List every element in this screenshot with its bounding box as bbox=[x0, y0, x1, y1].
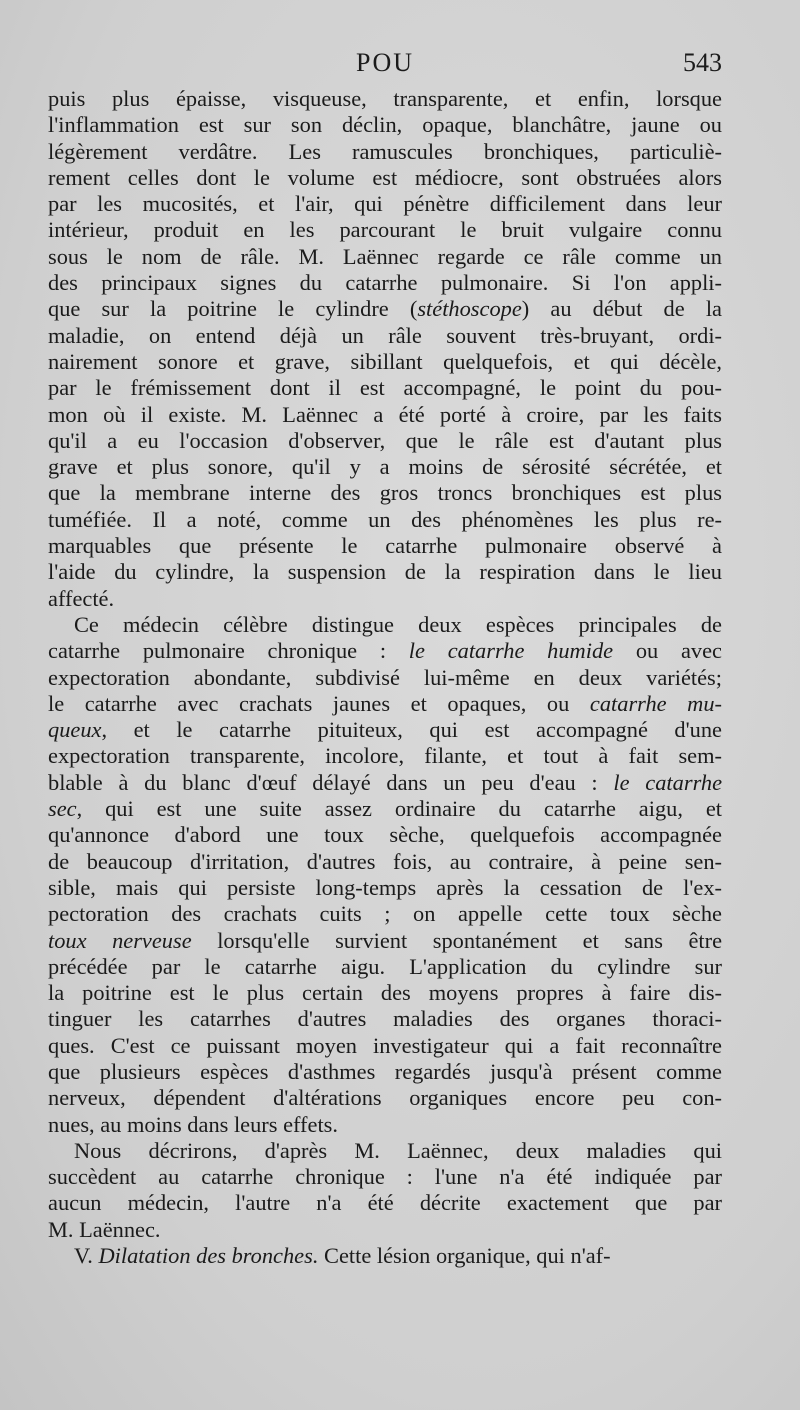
text-line bbox=[48, 244, 722, 270]
text-run: la poitrine est le plus certain des moyens propres à faire dis- bbox=[48, 980, 722, 1006]
text-line bbox=[48, 533, 722, 559]
text-run: l'inflammation est sur son déclin, opaque, blanchâtre, jaune ou bbox=[48, 112, 722, 138]
text-line bbox=[48, 638, 722, 664]
text-run: rement celles dont le volume est médiocre, sont obstruées alors bbox=[48, 164, 722, 190]
text-run: que sur la poitrine le cylindre ( bbox=[48, 296, 418, 322]
text-run: ques. C'est ce puissant moyen investigateur qui a fait reconnaître bbox=[48, 1032, 722, 1058]
italic-text: catarrhe mu- bbox=[589, 690, 723, 716]
running-head: POU bbox=[355, 48, 414, 77]
text-run: V. bbox=[74, 1243, 99, 1269]
text-run: tinguer les catarrhes d'autres maladies des organes thoraci- bbox=[48, 1006, 722, 1032]
text-line bbox=[48, 665, 722, 691]
text-line bbox=[48, 928, 722, 954]
text-line bbox=[48, 1217, 722, 1243]
text-line bbox=[48, 691, 722, 717]
text-run: mon où il existe. M. Laënnec a été porté à croire, par les faits bbox=[48, 401, 722, 427]
paragraph bbox=[48, 86, 722, 612]
text-line bbox=[48, 270, 722, 296]
text-line bbox=[48, 980, 722, 1006]
text-run: , et le catarrhe pituiteux, qui est accompagné d'une bbox=[101, 717, 722, 743]
text-line bbox=[48, 402, 722, 428]
text-run: tuméfiée. Il a noté, comme un des phénomènes les plus re- bbox=[48, 506, 722, 532]
text-run: que plusieurs espèces d'asthmes regardés jusqu'à présent comme bbox=[48, 1058, 722, 1084]
text-line bbox=[48, 717, 722, 743]
text-line bbox=[48, 743, 722, 769]
text-run: légèrement verdâtre. Les ramuscules bronchiques, particuliè- bbox=[48, 138, 722, 164]
text-run: , qui est une suite assez ordinaire du catarrhe aigu, et bbox=[76, 796, 722, 822]
text-run: l'aide du cylindre, la suspension de la respiration dans le lieu bbox=[48, 559, 722, 585]
text-line bbox=[48, 1243, 722, 1269]
text-line bbox=[48, 1164, 722, 1190]
text-line bbox=[48, 586, 722, 612]
text-line bbox=[48, 1085, 722, 1111]
text-line bbox=[48, 1190, 722, 1216]
text-line bbox=[48, 796, 722, 822]
text-line bbox=[48, 559, 722, 585]
text-run: M. Laënnec. bbox=[48, 1216, 161, 1242]
text-run: ou avec bbox=[613, 638, 722, 664]
text-run: nairement sonore et grave, sibillant quelquefois, et qui décèle, bbox=[48, 348, 722, 374]
text-run: sous le nom de râle. M. Laënnec regarde ce râle comme un bbox=[48, 243, 722, 269]
text-run: expectoration abondante, subdivisé lui-même en deux variétés; bbox=[48, 664, 722, 690]
text-run: grave et plus sonore, qu'il y a moins de sérosité sécrétée, et bbox=[48, 454, 722, 480]
text-line bbox=[48, 349, 722, 375]
text-line bbox=[48, 375, 722, 401]
text-line bbox=[48, 822, 722, 848]
text-run: nerveux, dépendent d'altérations organiques encore peu con- bbox=[48, 1085, 722, 1111]
text-line bbox=[48, 323, 722, 349]
text-line bbox=[48, 507, 722, 533]
text-run: marquables que présente le catarrhe pulmonaire observé à bbox=[48, 533, 722, 559]
text-run: par les mucosités, et l'air, qui pénètre difficilement dans leur bbox=[48, 191, 722, 217]
text-line bbox=[48, 454, 722, 480]
text-run: par le frémissement dont il est accompagné, le point du pou- bbox=[48, 375, 722, 401]
text-run: catarrhe pulmonaire chronique : bbox=[48, 638, 409, 664]
text-run: affecté. bbox=[48, 585, 115, 611]
text-line bbox=[48, 112, 722, 138]
text-run: intérieur, produit en les parcourant le bruit vulgaire connu bbox=[48, 217, 722, 243]
text-run: lorsqu'elle survient spontanément et sans être bbox=[191, 927, 723, 953]
text-line bbox=[48, 165, 722, 191]
text-line bbox=[48, 901, 722, 927]
body-text bbox=[48, 86, 722, 1269]
paragraph bbox=[48, 1138, 722, 1243]
text-line bbox=[48, 428, 722, 454]
text-run: pectoration des crachats cuits ; on appelle cette toux sèche bbox=[48, 901, 722, 927]
text-run: que la membrane interne des gros troncs bronchiques est plus bbox=[48, 480, 722, 506]
text-run: de beaucoup d'irritation, d'autres fois, au contraire, à peine sen- bbox=[48, 848, 722, 874]
text-line bbox=[48, 191, 722, 217]
text-run: maladie, on entend déjà un râle souvent très-bruyant, ordi- bbox=[48, 322, 722, 348]
page-header bbox=[48, 48, 722, 84]
text-line bbox=[48, 770, 722, 796]
text-run: blable à du blanc d'œuf délayé dans un peu d'eau : bbox=[48, 769, 614, 795]
italic-text: stéthoscope bbox=[417, 296, 522, 322]
text-run: puis plus épaisse, visqueuse, transparente, et enfin, lorsque bbox=[48, 86, 722, 111]
text-run: Nous décrirons, d'après M. Laënnec, deux maladies qui bbox=[74, 1137, 722, 1163]
italic-text: sec bbox=[48, 796, 77, 822]
italic-text: le catarrhe bbox=[613, 769, 723, 795]
text-line bbox=[48, 875, 722, 901]
text-run: qu'il a eu l'occasion d'observer, que le râle est d'autant plus bbox=[48, 427, 722, 453]
text-line bbox=[48, 612, 722, 638]
text-line bbox=[48, 954, 722, 980]
text-run: qu'annonce d'abord une toux sèche, quelquefois accompagnée bbox=[48, 822, 722, 848]
text-line bbox=[48, 139, 722, 165]
text-run: Ce médecin célèbre distingue deux espèces principales de bbox=[74, 611, 722, 637]
paragraph bbox=[48, 612, 722, 1138]
paragraph bbox=[48, 1243, 722, 1269]
text-run: sible, mais qui persiste long-temps après la cessation de l'ex- bbox=[48, 874, 722, 900]
text-line bbox=[48, 86, 722, 112]
italic-text: toux nerveuse bbox=[48, 927, 192, 953]
text-line bbox=[48, 1059, 722, 1085]
text-run: Cette lésion organique, qui n'af- bbox=[318, 1243, 611, 1269]
page-number: 543 bbox=[683, 48, 722, 77]
italic-text: queux bbox=[48, 717, 102, 743]
text-run: des principaux signes du catarrhe pulmonaire. Si l'on appli- bbox=[48, 270, 722, 296]
text-run: précédée par le catarrhe aigu. L'application du cylindre sur bbox=[48, 953, 722, 979]
text-line bbox=[48, 480, 722, 506]
text-run: ) au début de la bbox=[521, 296, 722, 322]
text-line bbox=[48, 217, 722, 243]
text-line bbox=[48, 1138, 722, 1164]
text-line bbox=[48, 296, 722, 322]
text-run: aucun médecin, l'autre n'a été décrite exactement que par bbox=[48, 1190, 722, 1216]
text-line bbox=[48, 849, 722, 875]
text-line bbox=[48, 1033, 722, 1059]
text-line bbox=[48, 1112, 722, 1138]
italic-text: le catarrhe humide bbox=[408, 638, 614, 664]
text-run: succèdent au catarrhe chronique : l'une n'a été indiquée par bbox=[48, 1164, 722, 1190]
text-run: le catarrhe avec crachats jaunes et opaques, ou bbox=[48, 690, 590, 716]
italic-text: Dilatation des bronches. bbox=[98, 1243, 319, 1269]
text-run: nues, au moins dans leurs effets. bbox=[48, 1111, 338, 1137]
text-line bbox=[48, 1006, 722, 1032]
text-run: expectoration transparente, incolore, filante, et tout à fait sem- bbox=[48, 743, 722, 769]
